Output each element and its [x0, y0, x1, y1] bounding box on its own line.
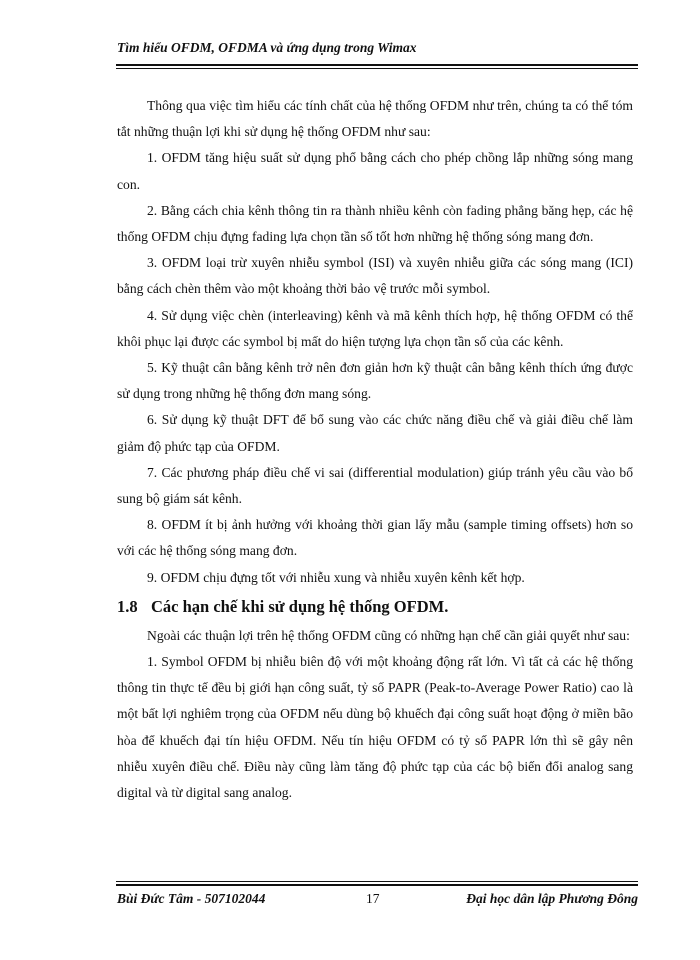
advantage-item: 5. Kỹ thuật cân bằng kênh trở nên đơn giản hơn kỹ thuật cân bằng kênh thích ứng được sử dụng trong những hệ thống đơn mang sóng. [117, 360, 633, 402]
advantage-item: 6. Sử dụng kỹ thuật DFT để bổ sung vào các chức năng điều chế và giải điều chế làm giảm độ phức tạp của OFDM. [117, 412, 633, 454]
section-heading [117, 591, 633, 623]
page-number: 17 [366, 891, 380, 906]
footer-institution: Đại học dân lập Phương Đông [466, 891, 638, 906]
intro-paragraph: Thông qua việc tìm hiểu các tính chất của hệ thống OFDM như trên, chúng ta có thể tóm tắt những thuận lợi khi sử dụng hệ thống OFDM như sau: [117, 98, 633, 140]
advantage-item: 4. Sử dụng việc chèn (interleaving) kênh và mã kênh thích hợp, hệ thống OFDM có thể khôi phục lại được các symbol bị mất do hiện tượng lựa chọn tần số của các kênh. [117, 307, 633, 349]
header-rule [116, 64, 638, 66]
advantage-item: 8. OFDM ít bị ảnh hưởng với khoảng thời gian lấy mẫu (sample timing offsets) hơn so với các hệ thống sóng mang đơn. [117, 517, 633, 559]
header-rule-thin [116, 68, 638, 69]
advantage-item: 9. OFDM chịu đựng tốt với nhiễu xung và nhiễu xuyên kênh kết hợp. [147, 569, 525, 585]
section-title: Các hạn chế khi sử dụng hệ thống OFDM. [151, 596, 449, 616]
footer-author: Bùi Đức Tâm - 507102044 [117, 891, 266, 906]
advantage-item: 2. Bằng cách chia kênh thông tin ra thành nhiều kênh còn fading phẳng băng hẹp, các hệ thống OFDM chịu đựng fading lựa chọn tần số tốt hơn những hệ thống sóng mang đơn. [117, 202, 633, 245]
section-number: 1.8 [117, 596, 138, 616]
document-body [117, 93, 633, 806]
advantage-item: 7. Các phương pháp điều chế vi sai (differential modulation) giúp tránh yêu cầu vào bổ sung bộ giám sát kênh. [117, 464, 633, 507]
limit-item: 1. Symbol OFDM bị nhiễu biên độ với một khoảng động rất lớn. Vì tất cả các hệ thống thông tin thực tế đều bị giới hạn công suất, tỷ số PAPR (Peak-to-Average Power Ratio) cao là một bất lợi nghiêm trọng của OFDM nếu dùng bộ khuếch đại công suất hoạt động ở miền bão hòa để khuếch đại tín hiệu OFDM. Nếu tín hiệu OFDM có tỷ số PAPR lớn thì sẽ gây nên nhiễu xuyên điều chế. Điều này cũng làm tăng độ phức tạp của các bộ biến đổi analog sang digital và từ digital sang analog. [117, 654, 633, 801]
limits-intro-paragraph: Ngoài các thuận lợi trên hệ thống OFDM cũng có những hạn chế cần giải quyết như sau: [147, 627, 630, 643]
running-header: Tìm hiểu OFDM, OFDMA và ứng dụng trong Wimax [117, 40, 417, 55]
advantage-item: 3. OFDM loại trừ xuyên nhiễu symbol (ISI) và xuyên nhiễu giữa các sóng mang (ICI) bằng cách chèn thêm vào một khoảng thời bảo vệ trước mỗi symbol. [117, 255, 633, 297]
footer-rule-thin [116, 881, 638, 882]
advantage-item: 1. OFDM tăng hiệu suất sử dụng phổ bằng cách cho phép chồng lắp những sóng mang con. [117, 150, 633, 192]
footer-rule [116, 884, 638, 886]
